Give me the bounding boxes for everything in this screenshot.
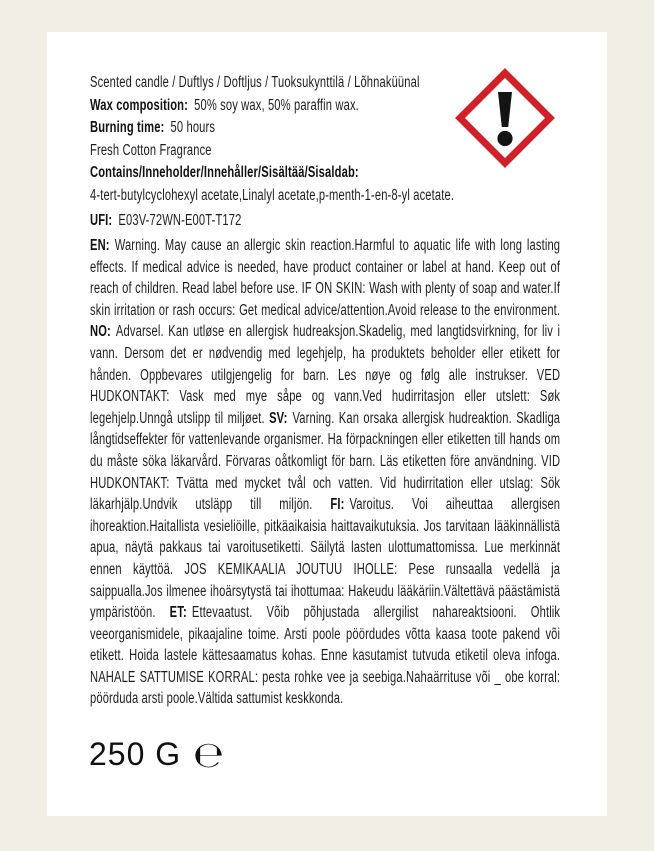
net-weight-value: 250 G [89, 736, 182, 772]
product-label-card [47, 32, 607, 816]
warning-lang-code-no: NO: [90, 323, 111, 341]
warning-lang-code-et: ET: [169, 604, 187, 622]
warning-text-en: Warning. May cause an allergic skin reaction.Harmful to aquatic life with long lasting effects. If medical advice is needed, have product container or label at hand. Keep out of reach of children. Read label before use. IF ON SKIN: Wash with plenty of soap and water.If skin irritation or rash occurs: Get medical advice/attention.Avoid release to the environment. [90, 237, 561, 319]
product-names-text: Scented candle / Duftlys / Doftljus / Tuoksukynttilä / Lõhnaküünal [90, 74, 420, 91]
burning-time-label: Burning time: [90, 119, 165, 136]
warning-lang-code-fi: FI: [330, 496, 345, 514]
burning-time-line [90, 117, 560, 140]
product-names [90, 72, 560, 95]
contains-value: 4-tert-butylcyclohexyl acetate,Linalyl acetate,p-menth-1-en-8-yl acetate. [90, 186, 455, 204]
label-header [90, 72, 560, 233]
wax-composition-value: 50% soy wax, 50% paraffin wax. [194, 96, 359, 114]
contains-label: Contains/Inneholder/Innehåller/Sisältää/Sisaldab: [90, 164, 359, 181]
warning-text-no: Advarsel. Kan utløse en allergisk hudreaksjon.Skadelig, med langtidsvirkning, for liv i vann. Dersom det er nødvendig med legehjelp, ha produktets beholder eller etikett for hånden. Oppbevares utilgjengelig for barn. Les nøye og følg alle instrukser. VED HUDKONTAKT: Vask med mye såpe og vann.Ved hudirritasjon eller utslett: Søk legehjelp.Unngå utslipp til miljøet. [90, 323, 561, 427]
wax-composition-label: Wax composition: [90, 96, 188, 114]
net-weight [89, 735, 224, 776]
ufi-value: E03V-72WN-E00T-T172 [118, 212, 242, 229]
fragrance-text: Fresh Cotton Fragrance [90, 141, 212, 159]
warning-text-sv: Varning. Kan orsaka allergisk hudreaktion. Skadliga långtidseffekter för vattenlevande organismer. Ha förpackningen eller etiketten till hands om du måste söka läkarvård. Förvaras oåtkomligt för barn. Läs etiketten före användning. VID HUDKONTAKT: Tvätta med mycket tvål och vatten. Vid hudirritation eller utslag: Sök läkarhjälp.Undvik utsläpp till miljön. [90, 409, 561, 514]
hazard-warnings-paragraph [90, 235, 560, 710]
warning-text-et: Ettevaatust. Võib põhjustada allergilist nahareaktsiooni. Ohtlik veeorganismidele, pikaajaline toime. Arsti poole pöördudes võtta kaasa toote pakend või etikett. Hoida lastele kättesaamatus kohas. Enne kasutamist tutvuda etiketil oleva infoga. NAHALE SATTUMISE KORRAL: pesta rohke vee ja seebiga.Nahaärrituse või _ obe korral: pöörduda arsti poole.Vältida sattumist keskkonda. [90, 604, 561, 708]
contains-heading-line [90, 162, 560, 185]
fragrance-line [90, 140, 560, 163]
warning-lang-code-sv: SV: [269, 409, 288, 427]
ufi-label: UFI: [90, 212, 113, 229]
estimated-sign-icon: ℮ [193, 735, 224, 776]
warning-lang-code-en: EN: [90, 237, 110, 254]
wax-composition-line [90, 95, 560, 118]
warning-text-fi: Varoitus. Voi aiheuttaa allergisen ihoreaktion.Haitallista vesieliöille, pitkäaikaisia haittavaikutuksia. Jos tarvitaan lääkinnällistä apua, näytä pakkaus tai varoitusetiketti. Säilytä lasten ulottumattomissa. Lue merkinnät ennen käyttöä. JOS KEMIKAALIA JOUTUU IHOLLE: Pese runsaalla vedellä ja saippualla.Jos ilmenee ihoärsytystä tai ihottumaa: Hakeudu lääkäriin.Vältettävä päästämistä ympäristöön. [90, 496, 561, 622]
contains-ingredients-line [90, 185, 560, 208]
burning-time-value: 50 hours [170, 119, 216, 136]
ufi-line [90, 210, 560, 233]
